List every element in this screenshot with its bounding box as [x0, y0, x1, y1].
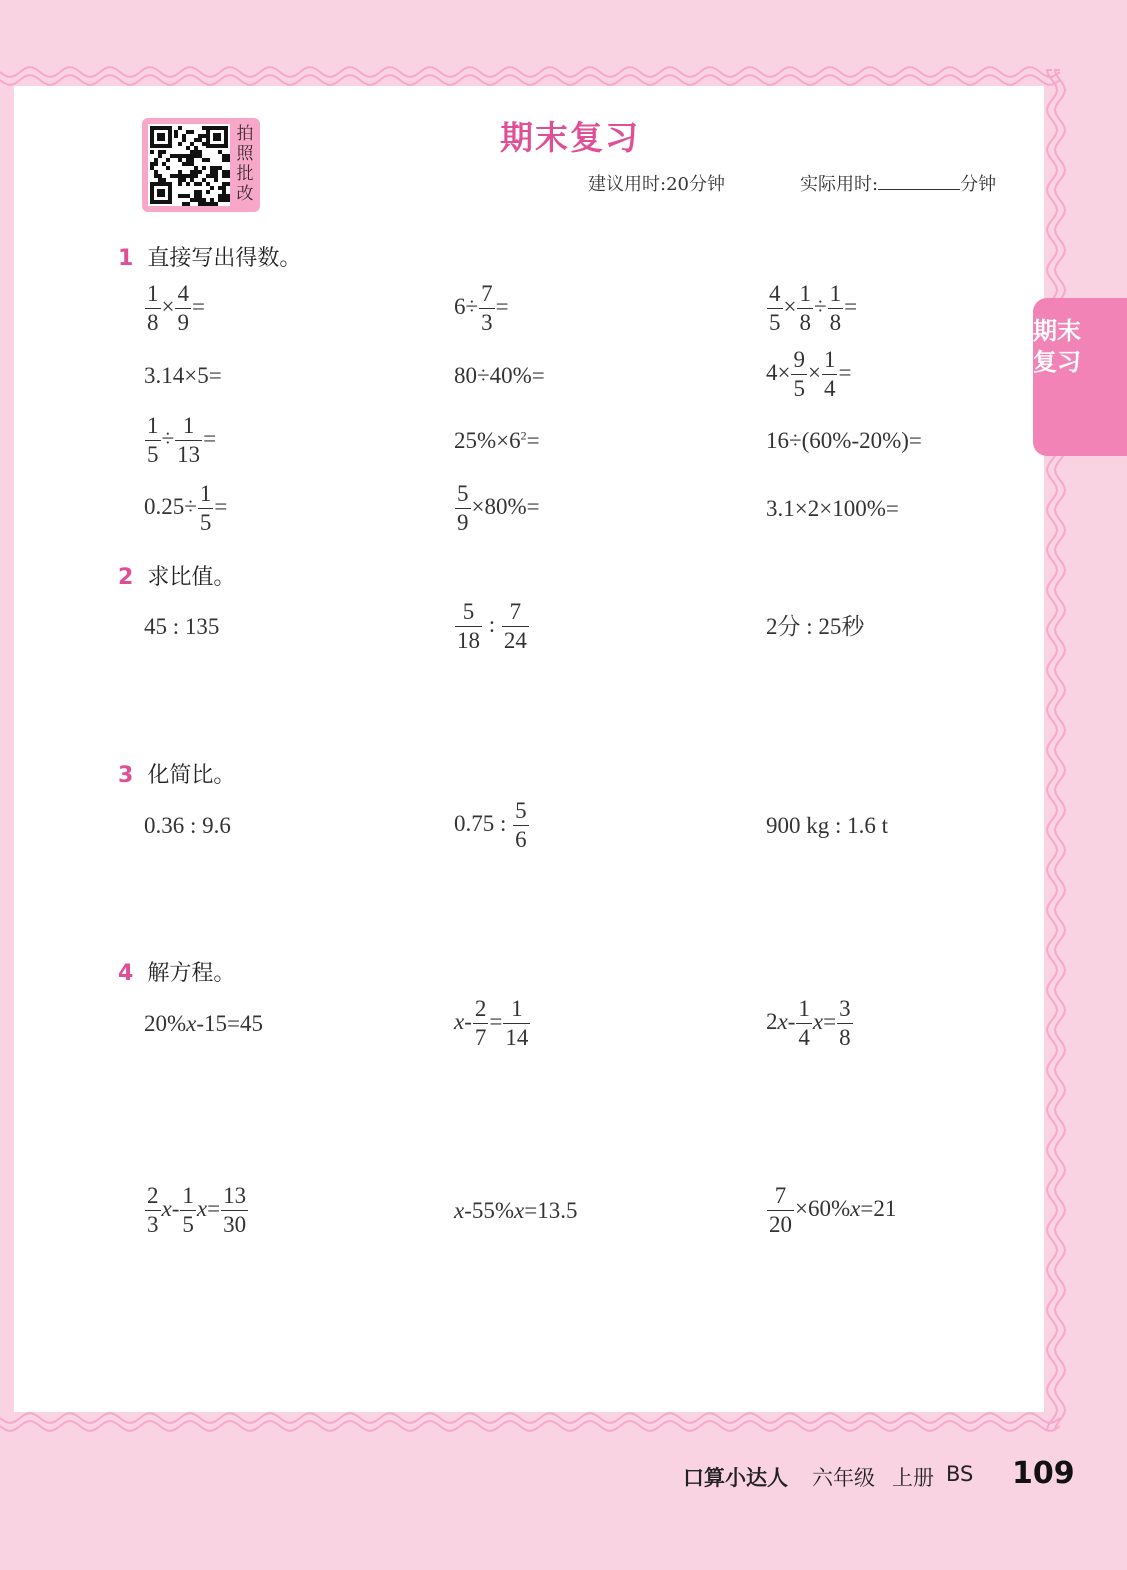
- qr-module: [162, 178, 166, 182]
- q3-c1: 0.36 : 9.6: [144, 813, 231, 838]
- footer-volume: 上册: [892, 1466, 934, 1490]
- qr-module: [182, 134, 186, 138]
- qr-module: [202, 126, 206, 130]
- q3-c3: 900 kg : 1.6 t: [766, 813, 889, 838]
- q1-r4c1: 0.25÷ $\frac{1}{5}$ =: [144, 481, 228, 536]
- qr-module: [198, 202, 202, 206]
- qr-module: [186, 174, 190, 178]
- q1-r2c1: 3.14×5=: [144, 363, 222, 388]
- qr-module: [158, 174, 162, 178]
- qr-module: [206, 158, 210, 162]
- qr-module: [202, 134, 206, 138]
- qr-module: [174, 174, 178, 178]
- q1-r1c3: $\frac{4}{5}$ × $\frac{1}{8}$ ÷ $\frac{1}{8}$ =: [769, 281, 858, 336]
- q1-r1c1: $\frac{1}{8}$ × $\frac{4}{9}$ =: [147, 281, 205, 336]
- q1-r1c2: 6÷ $\frac{7}{3}$ =: [454, 281, 509, 336]
- fraction: $\frac{5}{6}$: [515, 798, 527, 853]
- qr-module: [194, 182, 198, 186]
- qr-module: [186, 130, 190, 134]
- qr-module: [182, 174, 186, 178]
- section-1-header: [118, 241, 301, 272]
- page-title: 期末复习: [500, 118, 640, 157]
- qr-module: [226, 182, 230, 186]
- actual-time-label: 实际用时:: [800, 174, 879, 195]
- qr-module: [218, 150, 222, 154]
- qr-module: [190, 178, 194, 182]
- qr-module: [194, 190, 198, 194]
- qr-module: [214, 178, 218, 182]
- qr-module: [186, 162, 190, 166]
- qr-module: [218, 186, 222, 190]
- qr-module: [178, 142, 182, 146]
- qr-module: [186, 202, 190, 206]
- qr-module: [198, 134, 202, 138]
- fraction: $\frac{13}{30}$: [223, 1183, 247, 1238]
- fraction: $\frac{2}{7}$: [474, 996, 487, 1051]
- qr-module: [154, 170, 158, 174]
- qr-module: [182, 162, 186, 166]
- side-tab-label: 期末复习: [1033, 317, 1081, 376]
- qr-module: [190, 154, 194, 158]
- actual-time: [800, 170, 996, 196]
- qr-module: [194, 150, 198, 154]
- qr-module: [162, 162, 166, 166]
- fraction: $\frac{7}{3}$: [481, 281, 493, 336]
- qr-module: [150, 166, 154, 170]
- fraction: $\frac{2}{3}$: [147, 1183, 159, 1238]
- qr-module: [214, 174, 218, 178]
- q1-r4c2: $\frac{5}{9}$ ×80%=: [457, 481, 540, 536]
- section-3-header: [118, 758, 235, 789]
- qr-module: [158, 154, 162, 158]
- fraction: $\frac{1}{4}$: [823, 347, 836, 402]
- section-title: 化简比。: [147, 763, 236, 788]
- fraction: $\frac{1}{5}$: [199, 481, 212, 536]
- qr-module: [162, 150, 166, 154]
- section-title: 求比值。: [147, 565, 236, 590]
- fraction: $\frac{9}{5}$: [793, 347, 805, 402]
- qr-module: [174, 154, 178, 158]
- qr-module: [214, 166, 218, 170]
- qr-module: [178, 194, 182, 198]
- qr-module: [178, 154, 182, 158]
- q2-c1: 45 : 135: [144, 614, 220, 639]
- fraction: $\frac{1}{8}$: [147, 281, 159, 336]
- fraction: $\frac{5}{18}$: [457, 599, 480, 654]
- section-2-header: [118, 560, 235, 591]
- fraction: $\frac{5}{9}$: [457, 481, 469, 536]
- qr-module: [198, 182, 202, 186]
- qr-module: [150, 162, 154, 166]
- qr-module: [222, 186, 226, 190]
- qr-module: [222, 158, 226, 162]
- qr-module: [194, 170, 198, 174]
- qr-module: [178, 178, 182, 182]
- q1-r2c2: 80÷40%=: [454, 363, 545, 388]
- qr-module: [210, 198, 214, 202]
- fraction: $\frac{3}{8}$: [839, 996, 851, 1051]
- qr-module: [210, 166, 214, 170]
- fraction: $\frac{1}{8}$: [829, 281, 842, 336]
- qr-module: [178, 170, 182, 174]
- qr-module: [222, 170, 226, 174]
- qr-module: [166, 158, 170, 162]
- qr-module: [194, 138, 198, 142]
- qr-module: [214, 170, 218, 174]
- qr-module: [170, 154, 174, 158]
- qr-module: [186, 194, 190, 198]
- qr-module: [210, 174, 214, 178]
- actual-time-unit: 分钟: [960, 174, 997, 195]
- qr-module: [226, 194, 230, 198]
- qr-module: [222, 182, 226, 186]
- qr-code-icon: [148, 124, 230, 206]
- q1-r3c3: 16÷(60%-20%)=: [766, 428, 922, 453]
- qr-module: [198, 198, 202, 202]
- page-number: 109: [1012, 1456, 1075, 1491]
- qr-module: [198, 138, 202, 142]
- section-number: 4: [118, 961, 134, 986]
- qr-module: [218, 166, 222, 170]
- qr-module: [198, 194, 202, 198]
- qr-module: [210, 202, 214, 206]
- qr-label: 拍照批改: [236, 124, 254, 204]
- qr-module: [182, 202, 186, 206]
- fraction: $\frac{1}{8}$: [799, 281, 811, 336]
- section-number: 1: [118, 246, 134, 271]
- footer-book-title: 口算小达人: [683, 1466, 788, 1490]
- qr-module: [226, 170, 230, 174]
- fraction: $\frac{1}{4}$: [798, 996, 810, 1051]
- q3-c2: 0.75 : $\frac{5}{6}$: [454, 798, 527, 853]
- qr-module: [226, 154, 230, 158]
- qr-module: [182, 154, 186, 158]
- qr-module: [190, 150, 194, 154]
- qr-module: [218, 198, 222, 202]
- fraction: $\frac{7}{20}$: [769, 1183, 792, 1238]
- qr-module: [178, 126, 182, 130]
- qr-module: [154, 158, 158, 162]
- qr-module: [182, 194, 186, 198]
- qr-module: [182, 138, 186, 142]
- qr-module: [210, 186, 214, 190]
- qr-module: [206, 174, 210, 178]
- qr-module: [222, 154, 226, 158]
- qr-module: [202, 166, 206, 170]
- qr-module: [194, 166, 198, 170]
- q4-r2c1: $\frac{2}{3}$ x- $\frac{1}{5}$ x= $\frac{13}{30}$: [147, 1183, 247, 1238]
- qr-module: [194, 174, 198, 178]
- footer-grade: 六年级: [812, 1466, 875, 1490]
- qr-module: [158, 150, 162, 154]
- q2-c3: 2分 : 25秒: [766, 614, 865, 639]
- qr-module: [206, 202, 210, 206]
- qr-module: [154, 174, 158, 178]
- qr-module: [190, 130, 194, 134]
- qr-badge[interactable]: [142, 118, 260, 212]
- qr-module: [174, 130, 178, 134]
- section-title: 直接写出得数。: [147, 246, 302, 271]
- qr-module: [202, 198, 206, 202]
- qr-module: [190, 170, 194, 174]
- qr-module: [202, 158, 206, 162]
- q4-r2c3: $\frac{7}{20}$ ×60%x=21: [769, 1183, 897, 1238]
- qr-module: [186, 158, 190, 162]
- qr-code[interactable]: [148, 124, 230, 206]
- q1-r4c3: 3.1×2×100%=: [766, 496, 899, 521]
- qr-module: [214, 202, 218, 206]
- qr-module: [190, 198, 194, 202]
- qr-module: [222, 194, 226, 198]
- qr-module: [226, 158, 230, 162]
- qr-module: [202, 178, 206, 182]
- qr-module: [150, 150, 154, 154]
- fraction: $\frac{1}{14}$: [505, 996, 529, 1051]
- section-number: 2: [118, 565, 134, 590]
- qr-module: [174, 134, 178, 138]
- qr-module: [190, 162, 194, 166]
- qr-module: [226, 198, 230, 202]
- qr-module: [182, 178, 186, 182]
- qr-module: [206, 182, 210, 186]
- qr-module: [190, 142, 194, 146]
- fraction: $\frac{1}{5}$: [182, 1183, 194, 1238]
- qr-module: [186, 146, 190, 150]
- fraction: $\frac{4}{9}$: [177, 281, 189, 336]
- qr-module: [170, 174, 174, 178]
- actual-time-blank[interactable]: [878, 175, 960, 190]
- section-4-header: [118, 956, 235, 987]
- qr-module: [202, 142, 206, 146]
- qr-module: [222, 198, 226, 202]
- qr-module: [198, 154, 202, 158]
- qr-module: [194, 198, 198, 202]
- fraction: $\frac{7}{24}$: [503, 599, 527, 654]
- qr-module: [178, 158, 182, 162]
- q2-c2: $\frac{5}{18}$ : $\frac{7}{24}$: [457, 599, 527, 654]
- qr-module: [158, 178, 162, 182]
- qr-module: [206, 190, 210, 194]
- qr-module: [210, 170, 214, 174]
- qr-module: [186, 182, 190, 186]
- qr-module: [194, 154, 198, 158]
- qr-module: [166, 166, 170, 170]
- qr-module: [226, 174, 230, 178]
- qr-module: [178, 174, 182, 178]
- side-tab[interactable]: [1033, 298, 1127, 456]
- qr-module: [222, 190, 226, 194]
- qr-module: [198, 170, 202, 174]
- q4-r1c3: 2x- $\frac{1}{4}$ x= $\frac{3}{8}$: [766, 996, 851, 1051]
- fraction: $\frac{1}{5}$: [147, 413, 159, 468]
- q4-r1c2: x- $\frac{2}{7}$ = $\frac{1}{14}$: [454, 996, 529, 1051]
- q1-r2c3: 4× $\frac{9}{5}$ × $\frac{1}{4}$ =: [766, 347, 852, 402]
- footer-edition: BS: [946, 1462, 974, 1486]
- qr-module: [186, 154, 190, 158]
- section-number: 3: [118, 763, 134, 788]
- qr-module: [198, 190, 202, 194]
- suggested-time: 建议用时:20分钟: [588, 174, 725, 195]
- q1-r3c1: $\frac{1}{5}$ ÷ $\frac{1}{13}$ =: [147, 413, 217, 468]
- qr-module: [154, 162, 158, 166]
- q1-r3c2: $25\%\times 6^2=$: [454, 428, 540, 453]
- q4-r1c1: 20%x-15=45: [144, 1011, 264, 1036]
- fraction: $\frac{1}{13}$: [177, 413, 201, 468]
- qr-module: [218, 194, 222, 198]
- qr-module: [222, 174, 226, 178]
- qr-module: [194, 146, 198, 150]
- qr-module: [178, 182, 182, 186]
- qr-module: [194, 194, 198, 198]
- qr-module: [190, 158, 194, 162]
- qr-module: [190, 174, 194, 178]
- q4-r2c2: x-55%x=13.5: [454, 1198, 578, 1223]
- qr-module: [198, 150, 202, 154]
- qr-module: [202, 202, 206, 206]
- fraction: $\frac{4}{5}$: [769, 281, 781, 336]
- section-title: 解方程。: [147, 961, 236, 986]
